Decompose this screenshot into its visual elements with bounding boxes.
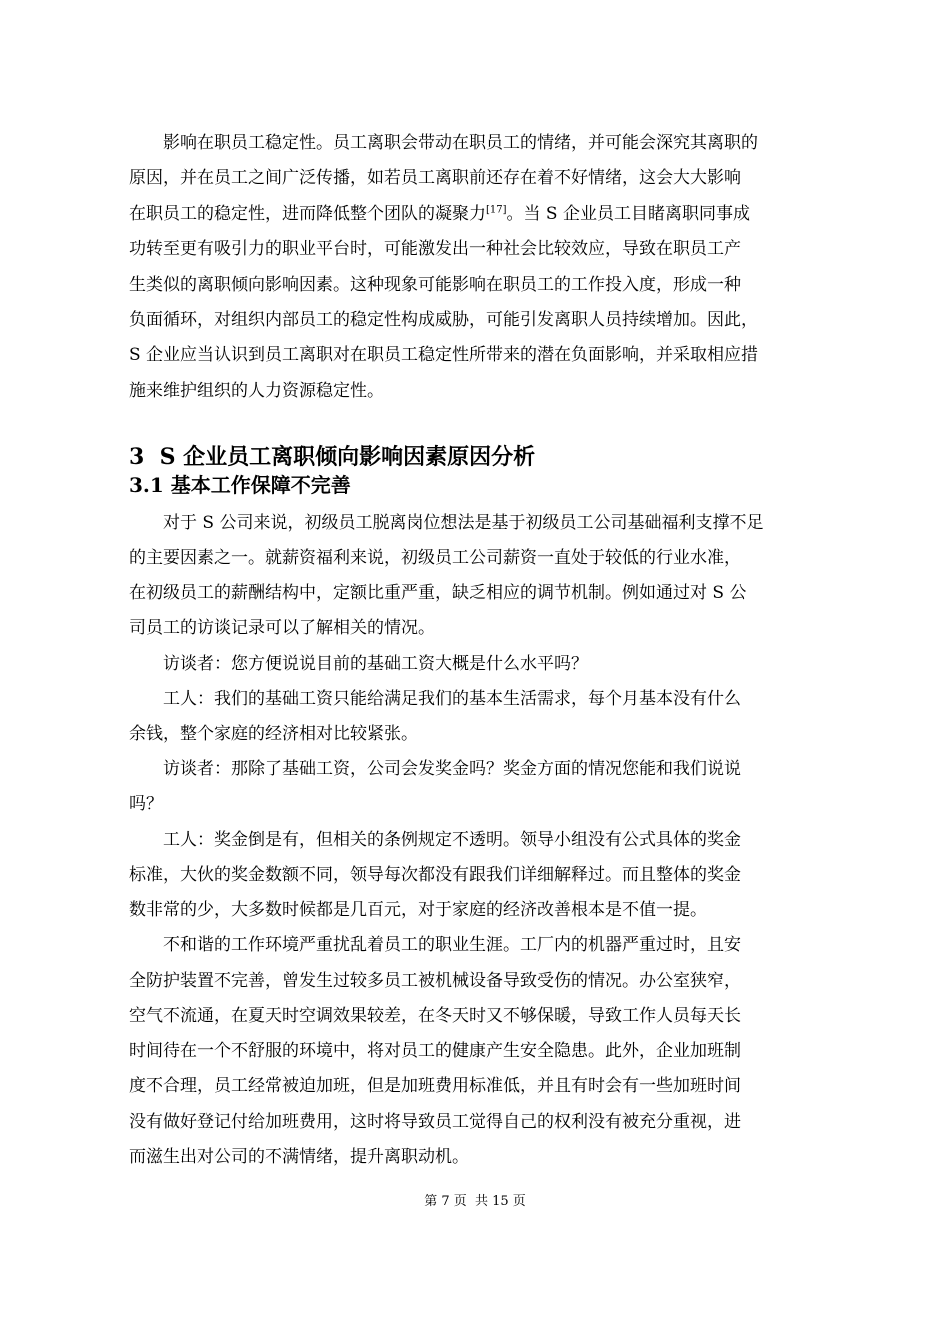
interview-answer-line: 工人：我们的基础工资只能给满足我们的基本生活需求，每个月基本没有什么	[163, 689, 741, 709]
interview-answer-line: 标准，大伙的奖金数额不同，领导每次都没有跟我们详细解释过。而且整体的奖金	[129, 865, 741, 885]
paragraph-line: 全防护装置不完善，曾发生过较多员工被机械设备导致受伤的情况。办公室狭窄，	[129, 971, 741, 991]
interview-answer-line: 余钱，整个家庭的经济相对比较紧张。	[129, 724, 418, 744]
paragraph-line: 的主要因素之一。就薪资福利来说，初级员工公司薪资一直处于较低的行业水准，	[129, 548, 741, 568]
citation-ref: [17]	[486, 204, 507, 216]
section-heading: 3 S 企业员工离职倾向影响因素原因分析	[129, 444, 536, 470]
paragraph-line: 原因，并在员工之间广泛传播，如若员工离职前还存在着不好情绪，这会大大影响	[129, 168, 741, 188]
paragraph-line: 时间待在一个不舒服的环境中，将对员工的健康产生安全隐患。此外，企业加班制	[129, 1041, 741, 1061]
paragraph-line: 负面循环，对组织内部员工的稳定性构成威胁，可能引发离职人员持续增加。因此，	[129, 310, 758, 330]
paragraph-line: 而滋生出对公司的不满情绪，提升离职动机。	[129, 1147, 469, 1167]
paragraph-line: 对于 S 公司来说，初级员工脱离岗位想法是基于初级员工公司基础福利支撑不足	[163, 513, 764, 533]
paragraph-text: 在职员工的稳定性，进而降低整个团队的凝聚力	[129, 204, 486, 224]
paragraph-line: 没有做好登记付给加班费用，这时将导致员工觉得自己的权利没有被充分重视，进	[129, 1112, 741, 1132]
paragraph-text: 。当 S 企业员工目睹离职同事成	[506, 204, 750, 224]
interview-answer-line: 工人：奖金倒是有，但相关的条例规定不透明。领导小组没有公式具体的奖金	[163, 830, 741, 850]
interview-answer-line: 数非常的少，大多数时候都是几百元，对于家庭的经济改善根本是不值一提。	[129, 900, 707, 920]
subsection-heading: 3.1 基本工作保障不完善	[129, 473, 351, 497]
paragraph-line: 度不合理，员工经常被迫加班，但是加班费用标准低，并且有时会有一些加班时间	[129, 1076, 741, 1096]
paragraph-line: 司员工的访谈记录可以了解相关的情况。	[129, 618, 435, 638]
interview-question: 访谈者：您方便说说目前的基础工资大概是什么水平吗？	[163, 654, 588, 674]
page-footer: 第 7 页 共 15 页	[424, 1194, 526, 1209]
paragraph-line: 在初级员工的薪酬结构中，定额比重严重，缺乏相应的调节机制。例如通过对 S 公	[129, 583, 747, 603]
paragraph-line: 功转至更有吸引力的职业平台时，可能激发出一种社会比较效应，导致在职员工产	[129, 239, 741, 259]
interview-question-line: 访谈者：那除了基础工资，公司会发奖金吗？奖金方面的情况您能和我们说说	[163, 759, 741, 779]
paragraph-line: 空气不流通，在夏天时空调效果较差，在冬天时又不够保暖，导致工作人员每天长	[129, 1006, 741, 1026]
paragraph-line: 影响在职员工稳定性。员工离职会带动在职员工的情绪，并可能会深究其离职的	[163, 133, 758, 153]
interview-question-line: 吗？	[129, 794, 163, 814]
paragraph-line: 施来维护组织的人力资源稳定性。	[129, 381, 384, 401]
paragraph-line: 不和谐的工作环境严重扰乱着员工的职业生涯。工厂内的机器严重过时，且安	[163, 935, 741, 955]
paragraph-line	[129, 203, 750, 225]
paragraph-line: 生类似的离职倾向影响因素。这种现象可能影响在职员工的工作投入度，形成一种	[129, 275, 741, 295]
paragraph-line: S 企业应当认识到员工离职对在职员工稳定性所带来的潜在负面影响，并采取相应措	[129, 345, 759, 365]
